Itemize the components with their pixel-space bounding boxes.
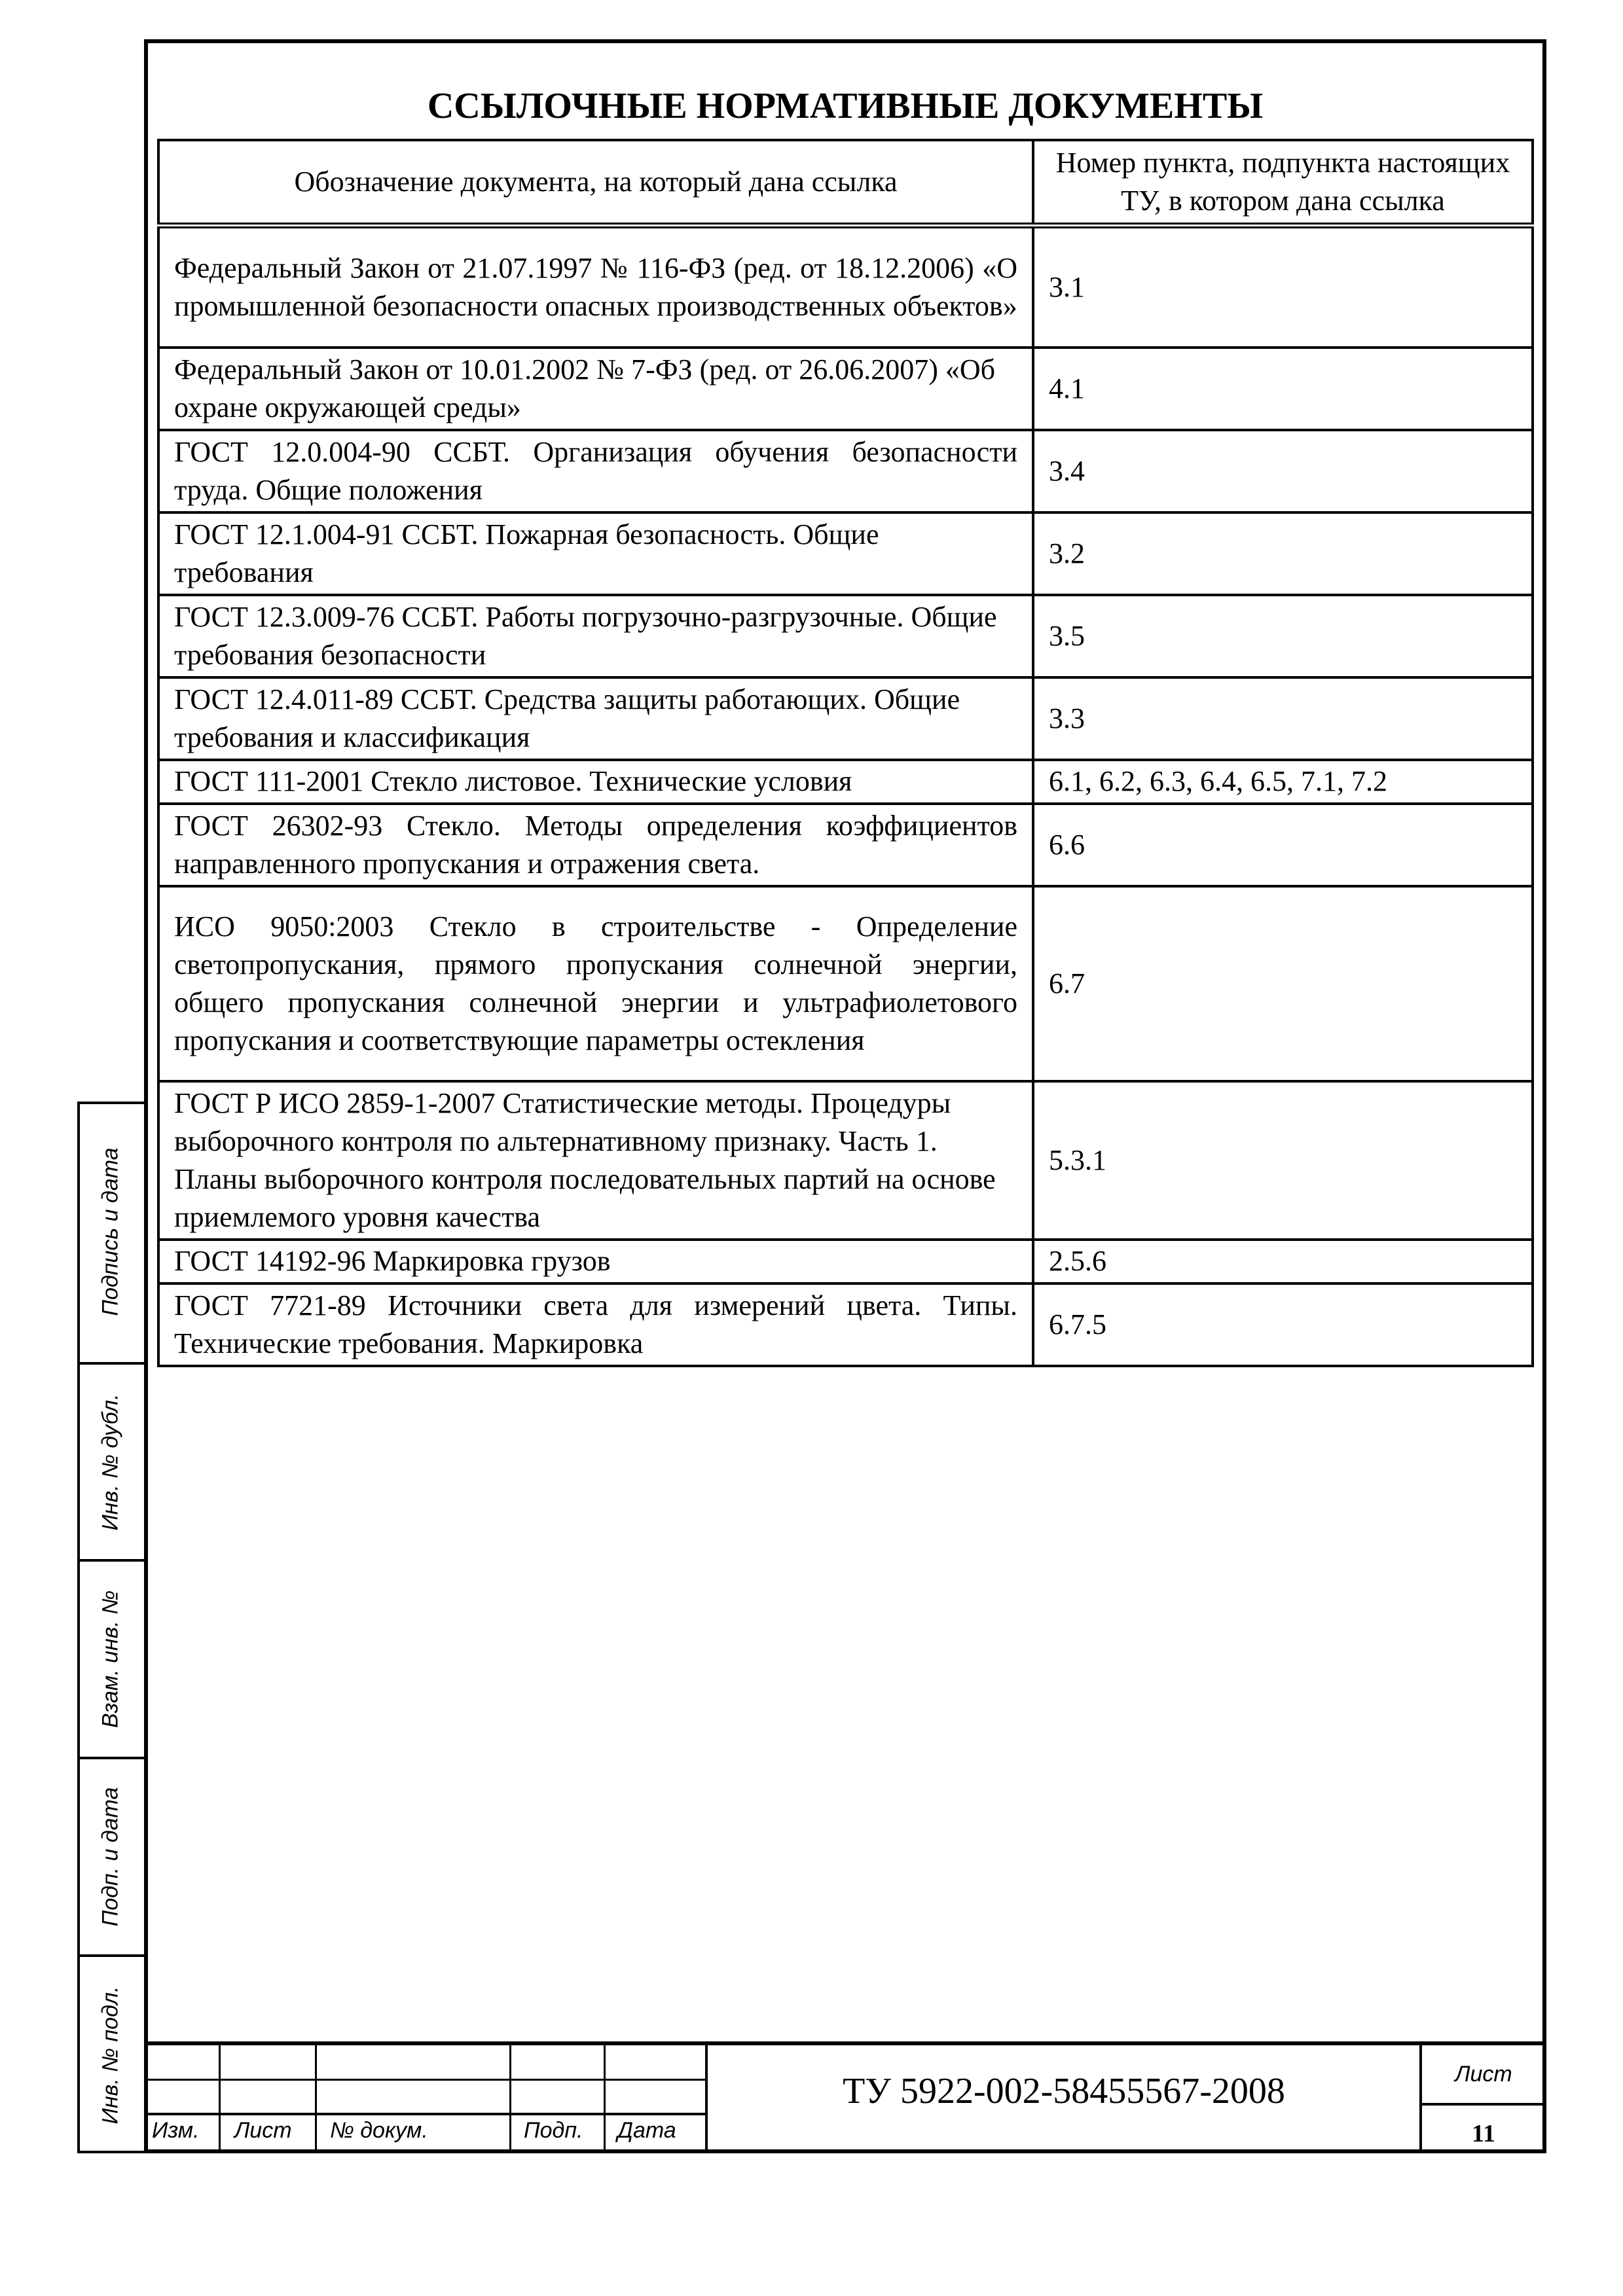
- table-header-row: [158, 140, 1533, 226]
- document-cell: ИСО 9050:2003 Стекло в строительстве - Определение светопропускания, прямого пропускания солнечной энергии, общего пропускания солнечной энергии и ультрафиолетового пропускания и соответствующие параметры остекления: [158, 886, 1033, 1081]
- stamp-label-date: Дата: [617, 2118, 676, 2143]
- document-cell: ГОСТ 14192-96 Маркировка грузов: [158, 1240, 1033, 1283]
- sheet-label: Лист: [1455, 2062, 1512, 2087]
- references-table: [157, 139, 1534, 1367]
- table-row: [158, 512, 1533, 595]
- table-row: [158, 886, 1533, 1081]
- side-signature-date: [77, 1102, 144, 1362]
- clause-cell: 3.3: [1033, 677, 1533, 760]
- clause-cell: 4.1: [1033, 348, 1533, 430]
- page-title: ССЫЛОЧНЫЕ НОРМАТИВНЫЕ ДОКУМЕНТЫ: [427, 86, 1264, 126]
- document-cell: ГОСТ 111-2001 Стекло листовое. Технические условия: [158, 760, 1033, 804]
- side-label: Взам. инв. №: [98, 1590, 123, 1729]
- header-clause: Номер пункта, подпункта настоящих ТУ, в котором дана ссылка: [1033, 140, 1533, 226]
- stamp-label-sign: Подп.: [524, 2118, 583, 2143]
- clause-cell: 3.5: [1033, 595, 1533, 677]
- stamp-col-line: [604, 2041, 606, 2153]
- stamp-col-line: [219, 2041, 221, 2153]
- stamp-row-line: [144, 2079, 707, 2081]
- stamp-top-border: [144, 2041, 1546, 2045]
- document-cell: ГОСТ 12.1.004-91 ССБТ. Пожарная безопасность. Общие требования: [158, 512, 1033, 595]
- table-row: [158, 677, 1533, 760]
- document-cell: ГОСТ 26302-93 Стекло. Методы определения коэффициентов направленного пропускания и отражения света.: [158, 804, 1033, 886]
- clause-cell: 6.7: [1033, 886, 1533, 1081]
- stamp-col-line: [315, 2041, 317, 2153]
- document-cell: ГОСТ 12.0.004-90 ССБТ. Организация обучения безопасности труда. Общие положения: [158, 430, 1033, 512]
- table-row: [158, 804, 1533, 886]
- stamp-col-line: [509, 2041, 511, 2153]
- table-row: [158, 430, 1533, 512]
- stamp-sheet-divider: [1419, 2103, 1546, 2106]
- side-label: Инв. № дубл.: [98, 1393, 123, 1531]
- stamp-label-change: Изм.: [152, 2118, 200, 2143]
- clause-cell: 6.7.5: [1033, 1283, 1533, 1366]
- document-cell: ГОСТ Р ИСО 2859-1-2007 Статистические методы. Процедуры выборочного контроля по альтернативному признаку. Часть 1. Планы выборочного контроля последовательных партий на основе приемлемого уровня качества: [158, 1081, 1033, 1240]
- side-label: Инв. № подл.: [98, 1986, 123, 2125]
- side-duplicate-inv: [77, 1362, 144, 1559]
- table-row: [158, 226, 1533, 348]
- stamp-row-line: [144, 2113, 707, 2115]
- document-cell: ГОСТ 12.3.009-76 ССБТ. Работы погрузочно-разгрузочные. Общие требования безопасности: [158, 595, 1033, 677]
- clause-cell: 3.1: [1033, 226, 1533, 348]
- clause-cell: 5.3.1: [1033, 1081, 1533, 1240]
- table-row: [158, 1240, 1533, 1283]
- side-sign-date: [77, 1757, 144, 1954]
- document-code: ТУ 5922-002-58455567-2008: [843, 2071, 1285, 2111]
- table-row: [158, 1081, 1533, 1240]
- clause-cell: 6.6: [1033, 804, 1533, 886]
- side-original-inv: [77, 1954, 144, 2153]
- stamp-label-docnum: № докум.: [330, 2118, 428, 2143]
- table-row: [158, 595, 1533, 677]
- clause-cell: 3.4: [1033, 430, 1533, 512]
- document-cell: ГОСТ 7721-89 Источники света для измерений цвета. Типы. Технические требования. Маркировка: [158, 1283, 1033, 1366]
- side-label: Подп. и дата: [98, 1787, 123, 1927]
- document-cell: ГОСТ 12.4.011-89 ССБТ. Средства защиты работающих. Общие требования и классификация: [158, 677, 1033, 760]
- table-row: [158, 348, 1533, 430]
- side-replace-inv: [77, 1559, 144, 1757]
- side-label: Подпись и дата: [98, 1147, 123, 1316]
- sheet-number: 11: [1472, 2120, 1495, 2147]
- clause-cell: 6.1, 6.2, 6.3, 6.4, 6.5, 7.1, 7.2: [1033, 760, 1533, 804]
- document-cell: Федеральный Закон от 21.07.1997 № 116-ФЗ (ред. от 18.12.2006) «О промышленной безопасности опасных производственных объектов»: [158, 226, 1033, 348]
- clause-cell: 2.5.6: [1033, 1240, 1533, 1283]
- table-row: [158, 760, 1533, 804]
- header-document: Обозначение документа, на который дана ссылка: [158, 140, 1033, 226]
- clause-cell: 3.2: [1033, 512, 1533, 595]
- table-row: [158, 1283, 1533, 1366]
- stamp-label-sheet: Лист: [234, 2118, 292, 2143]
- document-cell: Федеральный Закон от 10.01.2002 № 7-ФЗ (ред. от 26.06.2007) «Об охране окружающей среды»: [158, 348, 1033, 430]
